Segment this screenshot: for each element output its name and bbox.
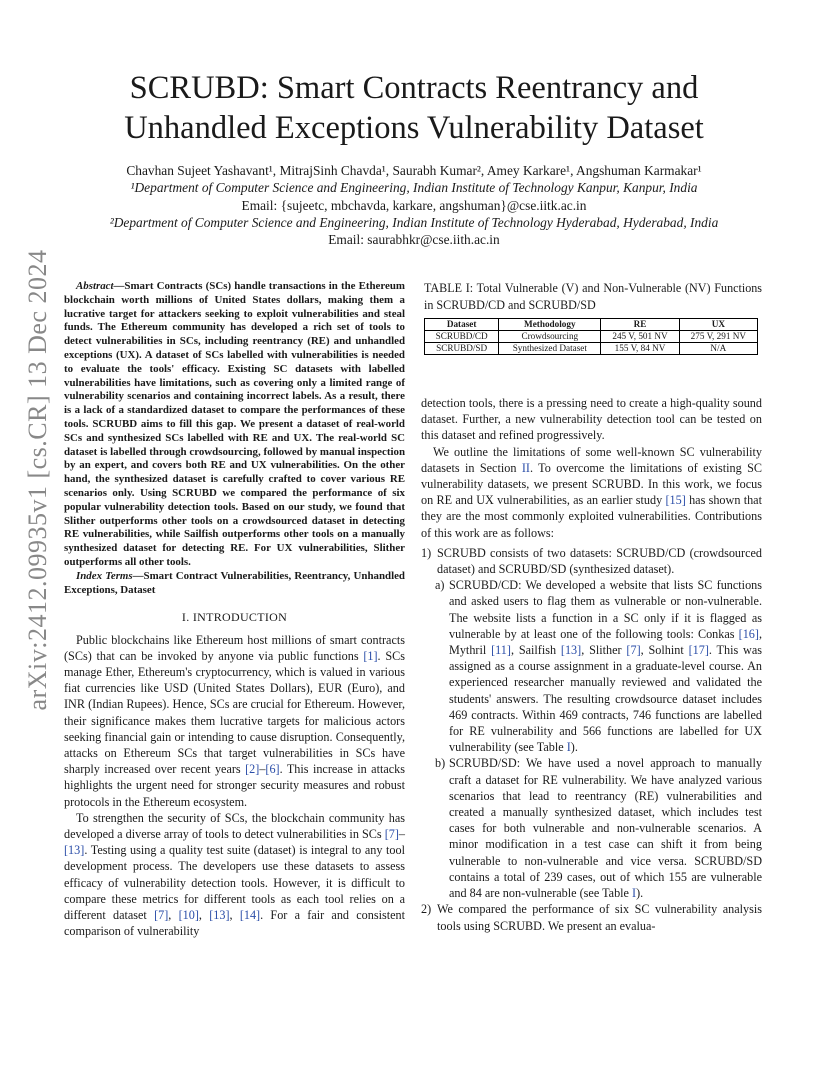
citation-link[interactable]: [16] xyxy=(738,626,759,641)
list-number: 1) xyxy=(421,545,432,560)
right-column xyxy=(421,280,762,934)
title-line-1: SCRUBD: Smart Contracts Reentrancy and xyxy=(129,70,699,106)
text-run: . This increase in attacks highlights the urgent need for stronger security measures and robust protocols in the Ethereum ecosystem. xyxy=(64,762,406,809)
text-run: . Testing using a quality test suite (dataset) is integral to any tool development process. The developers use these datasets to assess efficacy of vulnerability detection tools. However, it is difficult to compare these metrics for different tools as each tool relies on a different dataset xyxy=(64,843,405,922)
text-run: , Slither xyxy=(581,643,627,658)
table-cell: 155 V, 84 NV xyxy=(601,343,679,355)
text-run: , xyxy=(229,907,240,922)
text-run: , xyxy=(168,907,179,922)
author-block xyxy=(60,162,768,248)
table-header-cell: RE xyxy=(601,319,679,331)
list-number: 2) xyxy=(421,902,432,917)
table-cell: SCRUBD/SD xyxy=(425,343,499,355)
intro-paragraph-1 xyxy=(64,632,405,810)
citation-link[interactable]: [6] xyxy=(265,762,280,777)
contributions-list xyxy=(421,545,762,934)
text-run: . To overcome the limitations of existing SC vulnerability datasets, we present SCRUBD. In this work, we focus on RE and UX vulnerabilities, as an earlier study xyxy=(421,460,762,508)
text-run: – xyxy=(259,762,266,777)
citation-link[interactable]: [1] xyxy=(363,648,378,663)
table-header-row xyxy=(425,319,758,331)
abstract-text: —Smart Contracts (SCs) handle transactions in the Ethereum blockchain worth millions of United States dollars, making them a lucrative target for attackers seeking to exploit vulnerabilities and steal funds. The Ethereum community has developed a rich set of tools to detect vulnerabilities in SCs, including reentrancy (RE) and unhandled exceptions (UX). A dataset of SCs labelled with vulnerabilities is needed to evaluate the tools' efficacy. Existing SC datasets with labelled vulnerabilities have limitations, such as covering only a limited range of vulnerability scenarios and containing incorrect labels. As a result, there is a lack of a standardized dataset to compare the performances of these tools. SCRUBD aims to fill this gap. We present a dataset of real-world SCs and synthesized SCs labelled with RE and UX. The real-world SC dataset is labelled through crowdsourcing, followed by manual inspection by an expert, and covers both RE and UX vulnerabilities. On the other hand, the synthesized dataset is carefully crafted to cover various RE scenarios only. Using SCRUBD we compared the performance of six popular vulnerability detection tools. Based on our study, we found that Slither outperforms other tools on a crowdsourced dataset in detecting RE vulnerabilities, while Sailfish outperforms other tools on a manually synthesized dataset for detecting RE. For UX vulnerabilities, Slither outperforms all other tools. xyxy=(64,280,405,568)
table-row xyxy=(425,343,758,355)
text-run: , Mythril xyxy=(449,626,762,658)
section-heading-introduction: I. INTRODUCTION xyxy=(181,610,288,625)
table-link[interactable]: I xyxy=(566,740,571,755)
text-run: , Solhint xyxy=(640,643,689,658)
title-line-2: Unhandled Exceptions Vulnerability Dataset xyxy=(124,110,704,146)
sub-list-item-text xyxy=(449,755,762,901)
text-run: SCRUBD/CD: We developed a website that lists SC functions and asked users to flag them as vulnerable or non-vulnerable. The website lists a function in a SC only if it is flagged as vulnerable by at least one of the following tools: Conkas xyxy=(449,578,762,641)
citation-link[interactable]: [7] xyxy=(154,907,169,922)
sub-list-item xyxy=(435,755,762,901)
abstract-label: Abstract xyxy=(76,280,114,292)
text-run: , xyxy=(198,907,210,922)
citation-link[interactable]: [2] xyxy=(245,762,260,777)
table-link[interactable]: I xyxy=(632,886,637,901)
table-cell: N/A xyxy=(679,343,757,355)
table-cell: SCRUBD/CD xyxy=(425,331,499,343)
index-terms-label: Index Terms xyxy=(76,569,133,582)
citation-link[interactable]: [13] xyxy=(64,843,85,858)
intro-paragraph-2 xyxy=(64,810,405,940)
text-run: To strengthen the security of SCs, the blockchain community has developed a diverse array of tools to detect vulnerabilities in SCs xyxy=(64,810,405,841)
citation-link[interactable]: [10] xyxy=(178,907,199,922)
paper-title xyxy=(60,68,768,148)
email-1: Email: {sujeetc, mbchavda, karkare, angshuman}@cse.iitk.ac.in xyxy=(241,197,587,213)
citation-link[interactable]: [7] xyxy=(626,643,641,658)
text-run: We outline the limitations of some well-known SC vulnerability datasets in Section xyxy=(421,444,762,475)
citation-link[interactable]: [14] xyxy=(239,907,261,922)
table-cell: Synthesized Dataset xyxy=(499,343,601,355)
right-paragraph-2 xyxy=(421,444,762,541)
text-run: ). xyxy=(570,740,578,755)
text-run: . For a fair and consistent comparison of vulnerability xyxy=(64,907,406,939)
arxiv-sidebar-stamp xyxy=(20,249,56,711)
text-run: . SCs manage Ether, Ethereum's cryptocurrency, which is valued in various fiat currencies like USD (United States Dollars), EUR (Euro), and INR (Indian Rupees). Hence, SCs are crucial for Ethereum. However, their significance makes them lucrative targets for malicious actors seeking financial gain or intending to cause disruption. Consequently, attacks on Ethereum SCs that target vulnerabilities in SCs have sharply increased over recent years xyxy=(64,648,405,777)
list-item-text: SCRUBD consists of two datasets: SCRUBD/CD (crowdsourced dataset) and SCRUBD/SD (synthesized dataset). xyxy=(437,545,762,577)
table-header-cell: Dataset xyxy=(425,319,499,331)
vulnerability-table xyxy=(424,318,758,355)
text-run: Public blockchains like Ethereum host millions of smart contracts (SCs) that can be invoked by anyone via public functions xyxy=(64,632,405,663)
text-run: . This was assigned as a course assignment in a graduate-level course. An experienced researcher manually reviewed and validated the students' answers. The resulting crowdsource dataset includes 469 contracts. Within 469 contracts, 746 functions are labelled for RE vulnerability and 566 functions are labelled for UX vulnerability (see Table xyxy=(449,643,763,755)
author-list: Chavhan Sujeet Yashavant¹, MitrajSinh Chavda¹, Saurabh Kumar², Amey Karkare¹, Angshuman Karmakar¹ xyxy=(126,163,702,178)
affiliation-1: ¹Department of Computer Science and Engineering, Indian Institute of Technology Kanpur, Kanpur, India xyxy=(130,180,698,196)
index-terms-text: —Smart Contract Vulnerabilities, Reentrancy, Unhandled Exceptions, Dataset xyxy=(64,569,405,596)
table-cell: Crowdsourcing xyxy=(499,331,601,343)
list-item xyxy=(421,545,762,577)
citation-link[interactable]: [17] xyxy=(688,643,709,658)
text-run: has shown that they are the most commonly exploited vulnerabilities. Contributions of this work are as follows: xyxy=(421,493,762,540)
table-row xyxy=(425,331,758,343)
email-2: Email: saurabhkr@cse.iith.ac.in xyxy=(328,232,500,248)
abstract xyxy=(64,280,405,570)
table-cell: 275 V, 291 NV xyxy=(679,331,757,343)
index-terms xyxy=(64,570,405,598)
text-run: , Sailfish xyxy=(510,643,561,658)
list-item xyxy=(421,901,762,933)
left-column xyxy=(64,280,405,939)
text-run: ). xyxy=(636,886,644,901)
citation-link[interactable]: [11] xyxy=(491,643,511,658)
arxiv-identifier: arXiv:2412.09935v1 [cs.CR] 13 Dec 2024 xyxy=(23,249,52,711)
sub-list-letter: b) xyxy=(435,756,446,771)
table-caption: TABLE I: Total Vulnerable (V) and Non-Vulnerable (NV) Functions in SCRUBD/CD and SCRUBD/SD xyxy=(424,281,762,312)
section-link[interactable]: II xyxy=(521,460,530,475)
sub-list-item xyxy=(435,577,762,755)
sub-list-letter: a) xyxy=(435,578,445,593)
citation-link[interactable]: [13] xyxy=(209,907,230,922)
citation-link[interactable]: [7] xyxy=(384,826,399,841)
text-run: – xyxy=(398,826,405,841)
table-cell: 245 V, 501 NV xyxy=(601,331,679,343)
citation-link[interactable]: [15] xyxy=(665,493,686,508)
citation-link[interactable]: [13] xyxy=(560,643,582,658)
affiliation-2: ²Department of Computer Science and Engineering, Indian Institute of Technology Hyderabad, Hyderabad, India xyxy=(109,214,719,230)
table-header-cell: UX xyxy=(679,319,757,331)
table-header-cell: Methodology xyxy=(499,319,601,331)
list-item-text: We compared the performance of six SC vulnerability analysis tools using SCRUBD. We present an evalua- xyxy=(437,902,762,933)
sub-list-item-text xyxy=(449,577,762,755)
right-paragraph-1: detection tools, there is a pressing need to create a high-quality sound dataset. Further, a new vulnerability detection tool can be tested on this dataset and refined progressively. xyxy=(421,396,762,443)
text-run: SCRUBD/SD: We have used a novel approach to manually craft a dataset for RE vulnerability. We have analyzed various scenarios that lead to reentrancy (RE) vulnerabilities and created a manually synthesized dataset, which includes test cases for both vulnerable and non-vulnerable scenarios. A minor modification in a test case can shift it from being vulnerable to non-vulnerable and vice versa. SCRUBD/SD contains a total of 239 cases, out of which 155 are vulnerable and 84 are non-vulnerable (see Table xyxy=(449,756,762,901)
